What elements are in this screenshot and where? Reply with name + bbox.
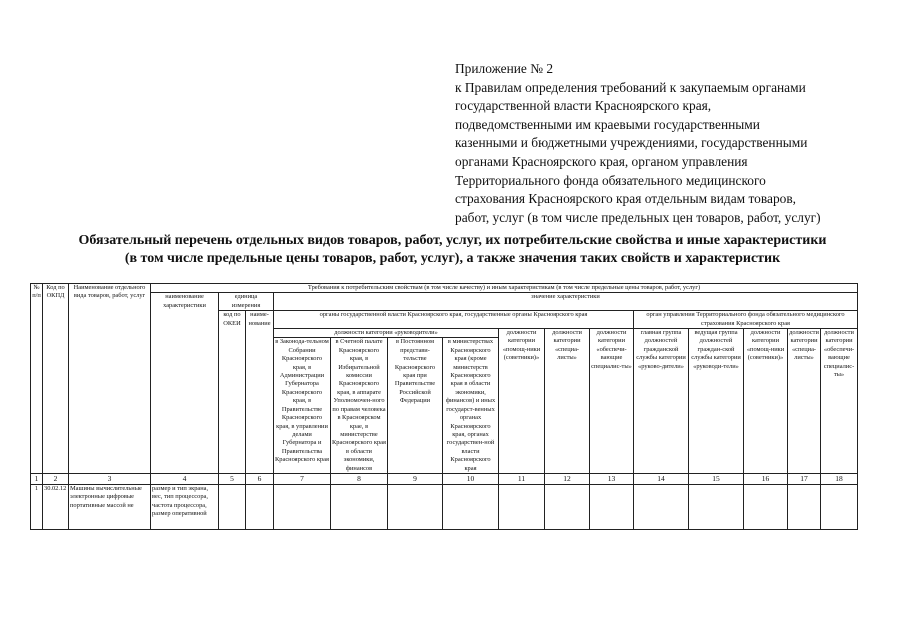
header-col-18: должности категории «обеспечи-вающие специалис-ты» — [821, 329, 858, 474]
row-no: 1 — [31, 484, 43, 529]
column-number: 11 — [499, 473, 545, 484]
column-number: 6 — [246, 473, 274, 484]
header-requirements: Требования к потребительским свойствам (в том числе качеству) и иным характеристикам (в том числе предельные цены товаров, работ, услуг) — [151, 284, 858, 293]
empty-cell — [689, 484, 744, 529]
column-number: 4 — [151, 473, 219, 484]
column-number: 9 — [388, 473, 443, 484]
header-col-13: должности категории «обеспечи-вающие специалис-ты» — [590, 329, 634, 474]
empty-cell — [821, 484, 858, 529]
column-number: 3 — [69, 473, 151, 484]
empty-cell — [744, 484, 788, 529]
column-number: 5 — [219, 473, 246, 484]
header-item-name: Наименование отдельного вида товаров, работ, услуг — [69, 284, 151, 474]
header-characteristic-name: наименование характеристики — [151, 293, 219, 474]
empty-cell — [331, 484, 388, 529]
title-line-1: Обязательный перечень отдельных видов товаров, работ, услуг, их потребительские свойства и иные характеристики — [78, 233, 827, 248]
title-line-2: (в том числе предельные цены товаров, работ, услуг), а также значения таких свойств и характеристик — [124, 251, 781, 266]
appendix-line: Приложение № 2 — [455, 61, 554, 76]
row-okpd: 30.02.12 — [43, 484, 69, 529]
column-number: 8 — [331, 473, 388, 484]
header-col-10: в министерствах Красноярского края (кроме министерств Красноярского края в области экономики, финансов) и иных государст-венных органах Красноярского края, органах государствен-ной власти Красноярского края — [443, 338, 499, 474]
header-okei: код по ОКЕИ — [219, 311, 246, 474]
appendix-line: Территориального фонда обязательного медицинского — [455, 172, 766, 188]
empty-cell — [246, 484, 274, 529]
appendix-line: к Правилам определения требований к закупаемым органами — [455, 79, 806, 95]
appendix-line: работ, услуг (в том числе предельных цен товаров, работ, услуг) — [455, 209, 821, 225]
column-number: 7 — [274, 473, 331, 484]
header-org-state: органы государственной власти Красноярского края, государственные органы Красноярского края — [274, 311, 634, 329]
header-okpd: Код по ОКПД — [43, 284, 69, 474]
empty-cell — [443, 484, 499, 529]
column-number: 15 — [689, 473, 744, 484]
header-no: № п/п — [31, 284, 43, 474]
column-number: 2 — [43, 473, 69, 484]
column-number: 16 — [744, 473, 788, 484]
row-item-name: Машины вычислительные электронные цифровые портативные массой не — [69, 484, 151, 529]
requirements-table — [30, 283, 858, 530]
column-number: 1 — [31, 473, 43, 484]
header-col-14: главная группа должностей гражданской службы категории «руково-дители» — [634, 329, 689, 474]
appendix-line: органами Красноярского края, органом управления — [455, 153, 748, 169]
header-col-7: в Законода-тельном Собрании Красноярского края, в Администрации Губернатора Красноярского края, в Правительстве Красноярского края, в управлении делами Губернатора и Правительства Красноярского края — [274, 338, 331, 474]
empty-cell — [274, 484, 331, 529]
column-number: 17 — [788, 473, 821, 484]
table-row — [31, 484, 858, 529]
header-col-11: должности категории «помощ-ники (советники)» — [499, 329, 545, 474]
row-characteristic: размер и тип экрана, вес, тип процессора, частота процессора, размер оперативной — [151, 484, 219, 529]
header-col-9: в Постоянном представи-тельстве Красноярского края при Правительстве Российской Федерации — [388, 338, 443, 474]
appendix-line: страхования Красноярского края отдельным видам товаров, — [455, 191, 797, 207]
empty-cell — [219, 484, 246, 529]
empty-cell — [388, 484, 443, 529]
header-col-12: должности категории «специа-листы» — [545, 329, 590, 474]
empty-cell — [634, 484, 689, 529]
header-col-15: ведущая группа должностей граждан-ской службы категории «руководи-тели» — [689, 329, 744, 474]
header-leaders: должности категории «руководители» — [274, 329, 499, 338]
appendix-line: государственной власти Красноярского края, — [455, 98, 712, 114]
column-number: 13 — [590, 473, 634, 484]
empty-cell — [788, 484, 821, 529]
header-unit-name: наиме-нование — [246, 311, 274, 474]
header-value: значение характеристики — [274, 293, 858, 311]
header-col-17: должности категории «специа-листы» — [788, 329, 821, 474]
appendix-block — [455, 60, 875, 227]
header-col-8: в Счетной палате Красноярского края, в Избирательной комиссии Красноярского края, в аппарате Уполномочен-ного по правам человека в Красноярском крае, в министерстве Красноярского края в области экономики, финансов — [332, 338, 386, 472]
column-number: 14 — [634, 473, 689, 484]
header-col-16: должности категории «помощ-ники (советники)» — [744, 329, 788, 474]
empty-cell — [545, 484, 590, 529]
column-number: 12 — [545, 473, 590, 484]
header-org-fund: орган управления Территориального фонда обязательного медицинского страхования Красноярского края — [634, 311, 858, 329]
column-number: 18 — [821, 473, 858, 484]
column-number: 10 — [443, 473, 499, 484]
empty-cell — [499, 484, 545, 529]
document-title — [0, 232, 905, 268]
appendix-line: подведомственными им краевыми государственными — [455, 116, 760, 132]
appendix-line: казенными и бюджетными учреждениями, государственными — [455, 135, 808, 151]
header-unit: единица измерения — [219, 293, 274, 311]
empty-cell — [590, 484, 634, 529]
